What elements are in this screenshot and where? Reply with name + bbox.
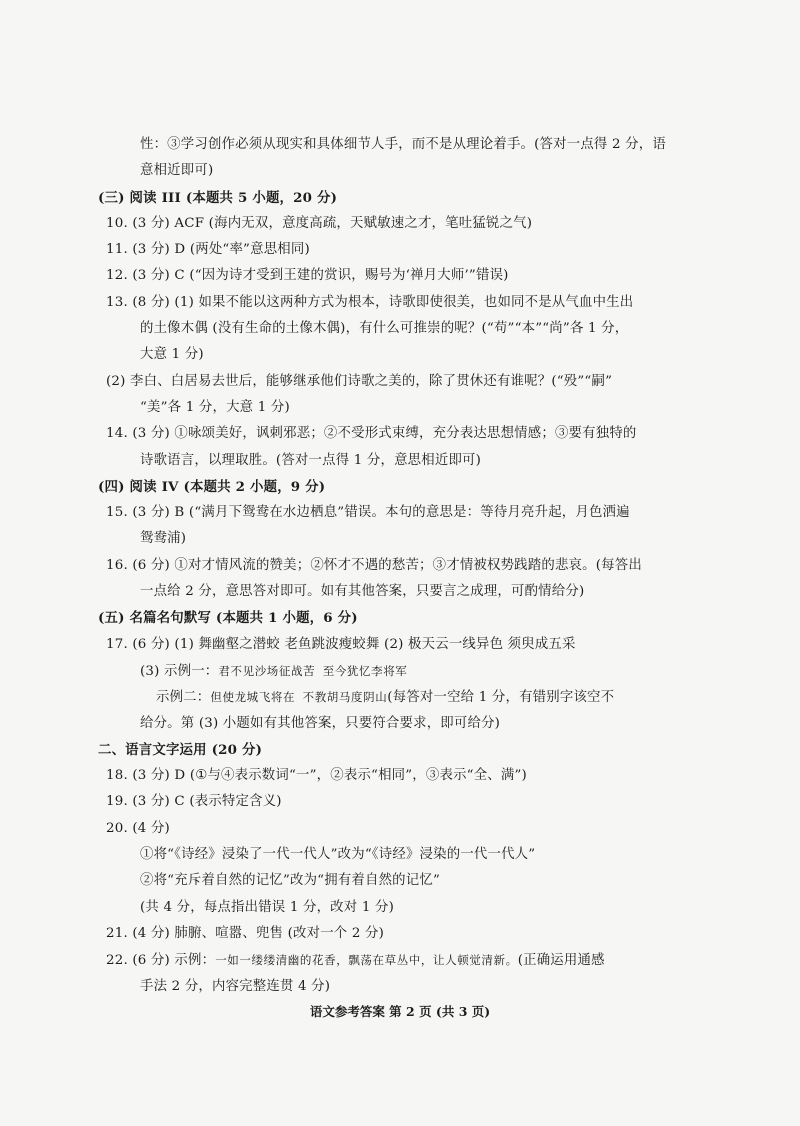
text-line: ②将“充斥着自然的记忆”改为“拥有着自然的记忆” <box>140 873 440 889</box>
text-line: 性：③学习创作必须从现实和具体细节人手，而不是从理论着手。(答对一点得 2 分，语 <box>140 137 666 152</box>
example-label: (3) 示例一： <box>140 663 219 679</box>
answer-22-label: 22. (6 分) 示例： <box>106 953 216 969</box>
text-line: 诗歌语言，以理取胜。(答对一点得 1 分，意思相近即可) <box>140 452 482 468</box>
answer-17-example-1 <box>112 658 712 684</box>
answer-content <box>98 132 712 1000</box>
answer-11: 11. (3 分) D (两处“率”意思相同) <box>106 242 310 258</box>
scoring-note: (每答对一空给 1 分，有错别字该空不 <box>387 690 615 706</box>
section-heading-dictation: (五) 名篇名句默写 (本题共 1 小题，6 分) <box>98 610 358 627</box>
answer-10: 10. (3 分) ACF (海内无双，意度高疏，天赋敏速之才，笔吐猛锐之气) <box>106 215 533 231</box>
text-line: 手法 2 分，内容完整连贯 4 分) <box>140 978 331 994</box>
answer-16: 16. (6 分) ①对才情风流的赞美；②怀才不遇的愁苦；③才情被权势践踏的悲哀。(每答出 <box>106 557 642 573</box>
answer-22 <box>106 947 712 973</box>
text-line: “美”各 1 分，大意 1 分) <box>140 399 290 415</box>
text-line: 意相近即可) <box>140 163 214 179</box>
handwritten-example: 一如一缕缕清幽的花香，飘荡在草丛中，让人顿觉清新。 <box>215 953 518 968</box>
text-line: 的土像木偶 (没有生命的土像木偶)，有什么可推崇的呢？(“苟”“本”“尚”各 1 分， <box>140 321 629 337</box>
section-heading-reading-3: (三) 阅读 III (本题共 5 小题，20 分) <box>98 189 338 206</box>
answer-20: 20. (4 分) <box>106 820 170 836</box>
scoring-note: (正确运用通感 <box>517 953 605 969</box>
text-line: 一点给 2 分，意思答对即可。如有其他答案，只要言之成理，可酌情给分) <box>140 584 585 600</box>
answer-17: 17. (6 分) (1) 舞幽壑之潜蛟 老鱼跳波瘦蛟舞 (2) 极天云一线异色 须臾成五采 <box>106 636 576 652</box>
answer-12: 12. (3 分) C (“因为诗才受到王建的赏识，赐号为‘禅月大师’”错误) <box>106 268 509 284</box>
answer-19: 19. (3 分) C (表示特定含义) <box>106 794 282 810</box>
page-footer: 语文参考答案 第 2 页 (共 3 页) <box>309 1004 491 1019</box>
answer-13: 13. (8 分) (1) 如果不能以这两种方式为根本，诗歌即使很美，也如同不是从气血中生出 <box>106 294 634 310</box>
text-line: (共 4 分，每点指出错误 1 分，改对 1 分) <box>140 899 395 915</box>
section-heading-language-use: 二、语言文字运用 (20 分) <box>98 741 263 758</box>
answer-18: 18. (3 分) D (①与④表示数词“一”，②表示“相同”，③表示“全、满”) <box>106 768 527 784</box>
answer-13-part-2: (2) 李白、白居易去世后，能够继承他们诗歌之美的，除了贯休还有谁呢？(“殁”“嗣” <box>106 373 613 389</box>
text-line: ①将“《诗经》浸染了一代一代人”改为“《诗经》浸染的一代一代人” <box>140 847 536 863</box>
text-line: 大意 1 分) <box>140 347 204 363</box>
text-line: 给分。第 (3) 小题如有其他答案，只要符合要求，即可给分) <box>140 715 501 731</box>
handwritten-example: 但使龙城飞将在 不教胡马度阴山 <box>210 690 388 705</box>
handwritten-example: 君不见沙场征战苦 至今犹忆李将军 <box>218 663 408 678</box>
answer-21: 21. (4 分) 肺腑、喧嚣、兜售 (改对一个 2 分) <box>106 925 385 941</box>
answer-17-example-2 <box>112 684 712 710</box>
answer-15: 15. (3 分) B (“满月下鸳鸯在水边栖息”错误。本句的意思是：等待月亮升起，月色洒遍 <box>106 505 630 521</box>
section-heading-reading-4: (四) 阅读 IV (本题共 2 小题，9 分) <box>98 478 326 495</box>
text-line: 鸳鸯浦) <box>140 531 187 547</box>
example-label: 示例二： <box>156 690 211 706</box>
answer-14: 14. (3 分) ①咏颂美好，讽刺邪恶；②不受形式束缚，充分表达思想情感；③要有独特的 <box>106 426 637 442</box>
